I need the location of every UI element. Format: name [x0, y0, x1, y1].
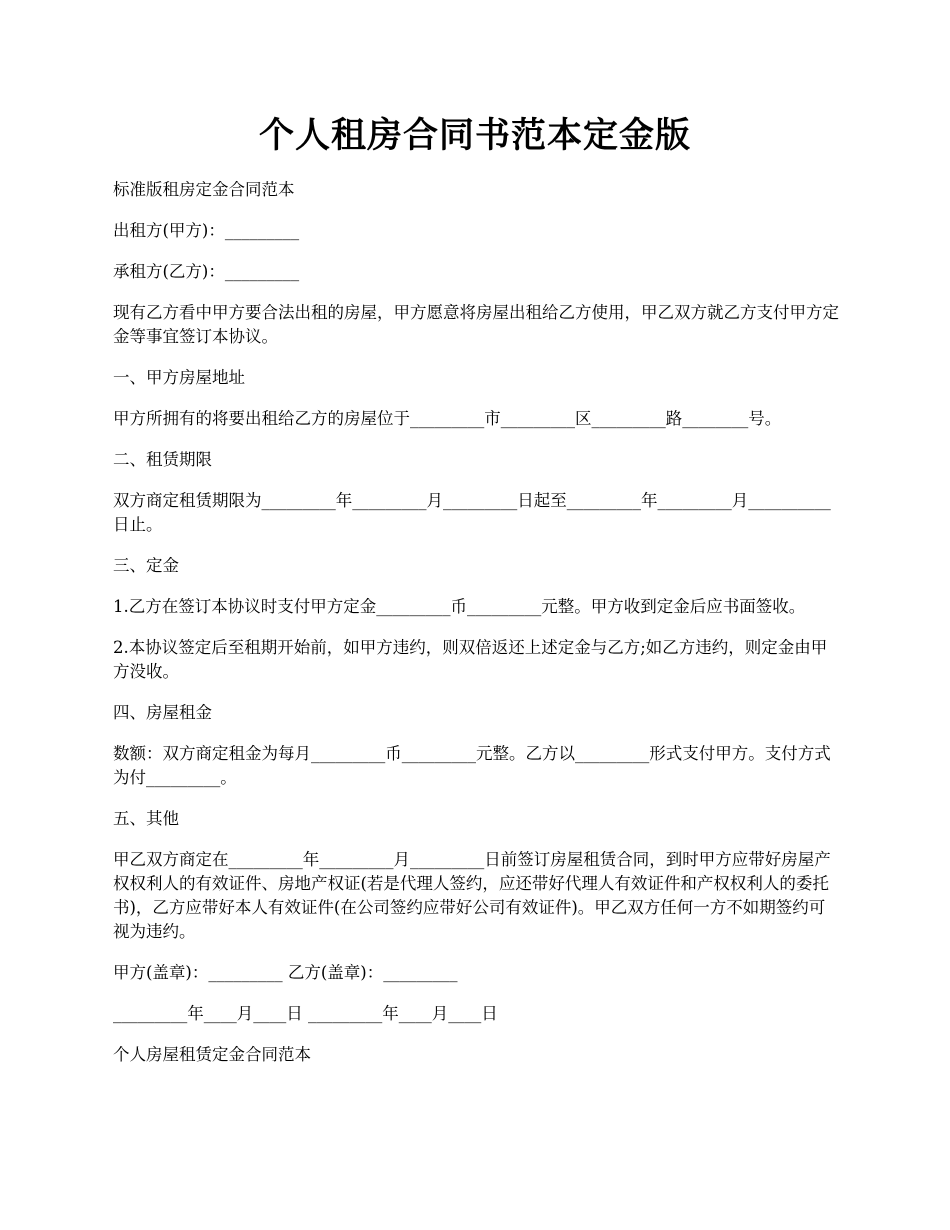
date-line: _________年____月____日 _________年____月____日: [113, 1004, 498, 1023]
section-heading-deposit: 三、定金: [113, 556, 179, 575]
section-heading-rent: 四、房屋租金: [113, 703, 212, 722]
address-paragraph: 甲方所拥有的将要出租给乙方的房屋位于_________市_________区_________路________号。: [113, 409, 782, 428]
intro-paragraph: 现有乙方看中甲方要合法出租的房屋，甲方愿意将房屋出租给乙方使用，甲乙双方就乙方支付甲方定金等事宜签订本协议。: [113, 303, 839, 346]
section-heading-address: 一、甲方房屋地址: [113, 368, 245, 387]
section-heading-term: 二、租赁期限: [113, 450, 212, 469]
section-heading: 标准版租房定金合同范本: [113, 180, 295, 199]
document-title: 个人租房合同书范本定金版: [258, 115, 691, 156]
rent-paragraph: 数额：双方商定租金为每月_________币_________元整。乙方以_________形式支付甲方。支付方式为付_________。: [113, 744, 831, 787]
document-body: [113, 178, 841, 1084]
deposit-clause-1: 1.乙方在签订本协议时支付甲方定金_________币_________元整。甲方收到定金后应书面签收。: [113, 597, 806, 616]
section-heading-personal: 个人房屋租赁定金合同范本: [113, 1045, 311, 1064]
signature-line: 甲方(盖章)：_________ 乙方(盖章)：_________: [113, 963, 458, 982]
lessor-field: 出租方(甲方)：_________: [113, 221, 300, 240]
other-paragraph: 甲乙双方商定在_________年_________月_________日前签订房屋租赁合同，到时甲方应带好房屋产权权利人的有效证件、房地产权证(若是代理人签约，应还带好代理人有效证件和产权权利人的委托书)，乙方应带好本人有效证件(在公司签约应带好公司有效证件)。甲乙双方任何一方不如期签约可视为违约。: [113, 850, 831, 941]
term-paragraph: 双方商定租赁期限为_________年_________月_________日起至_________年_________月__________日止。: [113, 491, 831, 534]
section-heading-other: 五、其他: [113, 809, 179, 828]
lessee-field: 承租方(乙方)：_________: [113, 262, 300, 281]
deposit-clause-2: 2.本协议签定后至租期开始前，如甲方违约，则双倍返还上述定金与乙方;如乙方违约，则定金由甲方没收。: [113, 638, 828, 681]
